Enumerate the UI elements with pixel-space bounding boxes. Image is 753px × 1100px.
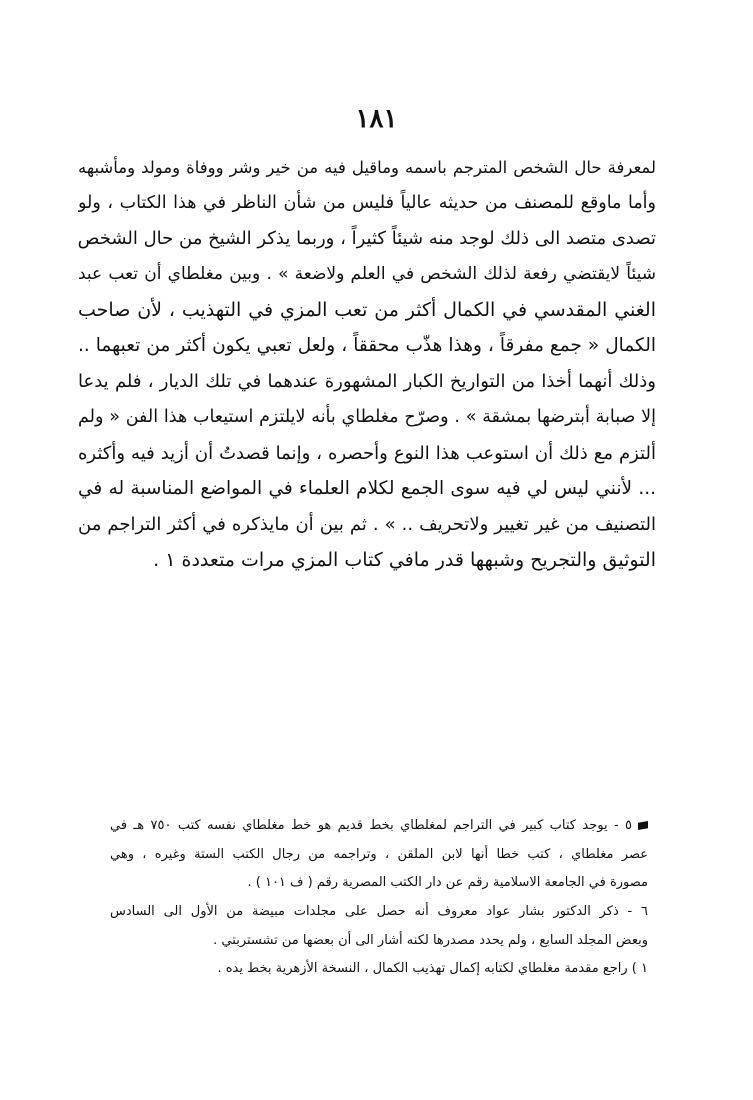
body-line: ... لأنني ليس لي فيه سوى الجمع لكلام العلماء في المواضع المناسبة له في (78, 478, 656, 500)
body-text (78, 150, 656, 578)
body-line: شيئاً لايقتضي رفعة لذلك الشخص في العلم ولاضعة » . وبين مغلطاي أن تعب عبد (78, 264, 656, 285)
body-line: وأما ماوقع للمصنف من حديثه عالياً فليس من شأن الناظر في هذا الكتاب ، ولو (78, 192, 656, 213)
footnote-5-line: عصر مغلطاي ، كتب خطا أنها لابن الملقن ، وتراجمه من رجال الكتب الستة وغيره ، وهي (110, 846, 648, 862)
body-line: ألتزم مع ذلك أن استوعب هذا النوع وأحصره ، وإنما قصدتُ أن أزيد فيه وأكثره (78, 442, 656, 464)
body-line: وذلك أنهما أخذا من التواريخ الكبار المشهورة عندهما في تلك الديار ، فلم يدعا (78, 371, 656, 393)
body-line: الغني المقدسي في الكمال أكثر من تعب المزي في التهذيب ، لأن صاحب (78, 298, 656, 321)
body-line: إلا صبابة أبترضها بمشقة » . وصرّح مغلطاي بأنه لايلتزم استيعاب هذا الفن « ولم (78, 406, 656, 427)
footnote-1-line: ١ ) راجع مقدمة مغلطاي لكتابه إكمال تهذيب الكمال ، النسخة الأزهرية بخط يده . (217, 961, 648, 977)
footnote-5-line (110, 812, 648, 841)
footnote-5-text: ٥ - يوجد كتاب كبير في التراجم لمغلطاي بخط قديم هو خط مغلطاي نفسه كتب ٧٥٠ هـ في (110, 818, 632, 833)
footnote-6-line: ٦ - ذكر الدكتور بشار عواد معروف أنه حصل على مجلدات مبيضة من الأول الى السادس (110, 904, 648, 920)
body-line: تصدى متصد الى ذلك لوجد منه شيئاً كثيراً ، وربما يذكر الشيخ من حال الشخص (78, 228, 656, 250)
body-line: الكمال « جمع مفرقاً ، وهذا هذّب محققاً ، ولعل تعبي يكون أكثر من تعبهما .. (78, 335, 656, 357)
body-line: التصنيف من غير تغيير ولاتحريف .. » . ثم بين أن مايذكره في أكثر التراجم من (78, 513, 656, 535)
body-line: التوثيق والتجريح وشبهها قدر مافي كتاب المزي مرات متعددة ١ . (153, 548, 656, 571)
footnotes (110, 812, 648, 984)
body-line: لمعرفة حال الشخص المترجم باسمه وماقيل فيه من خير وشر ووفاة ومولد ومأشبهه (78, 158, 656, 177)
footnote-6-line: وبعض المجلد السابع ، ولم يحدد مصدرها لكنه أشار الى أن بعضها من تشستربتي . (213, 932, 648, 948)
page-number: ١٨١ (355, 104, 398, 134)
footnote-5-line: مصورة في الجامعة الاسلامية رقم عن دار الكتب المصرية رقم ( ف ١٠١ ) . (247, 875, 648, 891)
footnote-marker-icon (638, 821, 648, 830)
